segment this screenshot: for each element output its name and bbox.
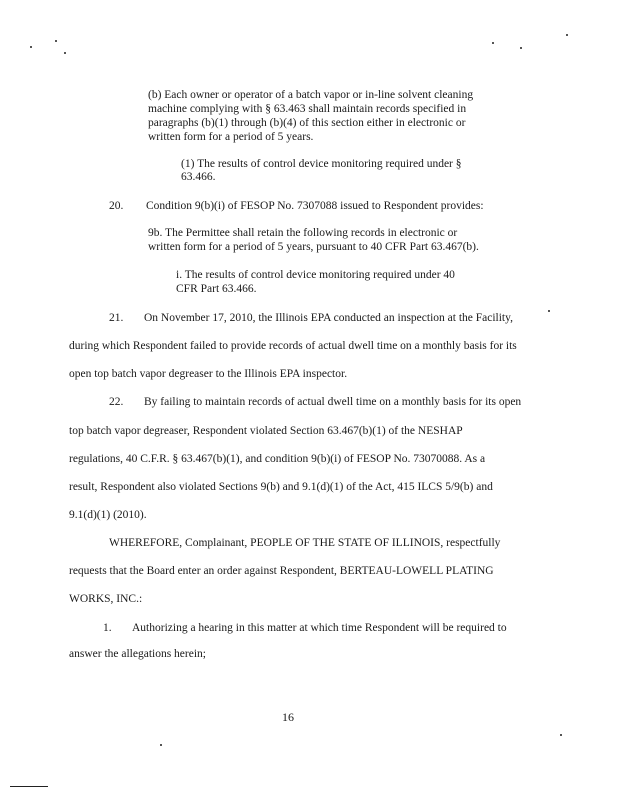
wherefore-line: requests that the Board enter an order against Respondent, BERTEAU-LOWELL PLATING [69, 565, 494, 577]
relief-item-line: Authorizing a hearing in this matter at which time Respondent will be required to [132, 622, 507, 634]
paragraph-21-line: On November 17, 2010, the Illinois EPA conducted an inspection at the Facility, [144, 312, 514, 324]
wherefore-line: WHEREFORE, Complainant, PEOPLE OF THE STATE OF ILLINOIS, respectfully [109, 537, 501, 549]
paragraph-21-line: open top batch vapor degreaser to the Illinois EPA inspector. [69, 368, 348, 380]
para-b1-line: (1) The results of control device monitoring required under § [181, 158, 462, 170]
para-b-line: written form for a period of 5 years. [148, 131, 314, 143]
para-b-line: machine complying with § 63.463 shall maintain records specified in [148, 103, 467, 115]
paragraph-22-line: 9.1(d)(1) (2010). [69, 509, 147, 521]
scan-speck [548, 310, 550, 312]
para-9b-line: written form for a period of 5 years, pursuant to 40 CFR Part 63.467(b). [148, 241, 479, 253]
paragraph-number: 20. [109, 200, 124, 212]
paragraph-number: 22. [109, 396, 124, 408]
paragraph-22-line: result, Respondent also violated Sections 9(b) and 9.1(d)(1) of the Act, 415 ILCS 5/9(b) and [69, 481, 493, 493]
margin-rule [10, 786, 48, 787]
scan-speck [560, 734, 562, 736]
para-9b-i-line: CFR Part 63.466. [176, 283, 257, 295]
para-b1-line: 63.466. [181, 171, 216, 183]
paragraph-22-line: regulations, 40 C.F.R. § 63.467(b)(1), and condition 9(b)(i) of FESOP No. 73070088. As a [69, 453, 486, 465]
relief-item-line: answer the allegations herein; [69, 648, 206, 660]
para-b-line: paragraphs (b)(1) through (b)(4) of this section either in electronic or [148, 117, 466, 129]
paragraph-20-text: Condition 9(b)(i) of FESOP No. 7307088 issued to Respondent provides: [146, 200, 484, 212]
scan-speck [520, 47, 522, 49]
scan-speck [30, 46, 32, 48]
relief-item-number: 1. [103, 622, 112, 634]
scan-speck [55, 40, 57, 42]
para-b-line: (b) Each owner or operator of a batch vapor or in-line solvent cleaning [148, 89, 474, 101]
scan-speck [492, 42, 494, 44]
scan-speck [566, 34, 568, 36]
scan-speck [160, 744, 162, 746]
paragraph-21-line: during which Respondent failed to provide records of actual dwell time on a monthly basis for its [69, 340, 517, 352]
paragraph-22-line: By failing to maintain records of actual dwell time on a monthly basis for its open [144, 396, 522, 408]
para-9b-i-line: i. The results of control device monitoring required under 40 [176, 269, 455, 281]
paragraph-22-line: top batch vapor degreaser, Respondent violated Section 63.467(b)(1) of the NESHAP [69, 425, 463, 437]
scan-speck [64, 52, 66, 54]
para-9b-line: 9b. The Permittee shall retain the following records in electronic or [148, 227, 458, 239]
paragraph-number: 21. [109, 312, 124, 324]
wherefore-line: WORKS, INC.: [69, 593, 143, 605]
page-number: 16 [282, 710, 294, 724]
